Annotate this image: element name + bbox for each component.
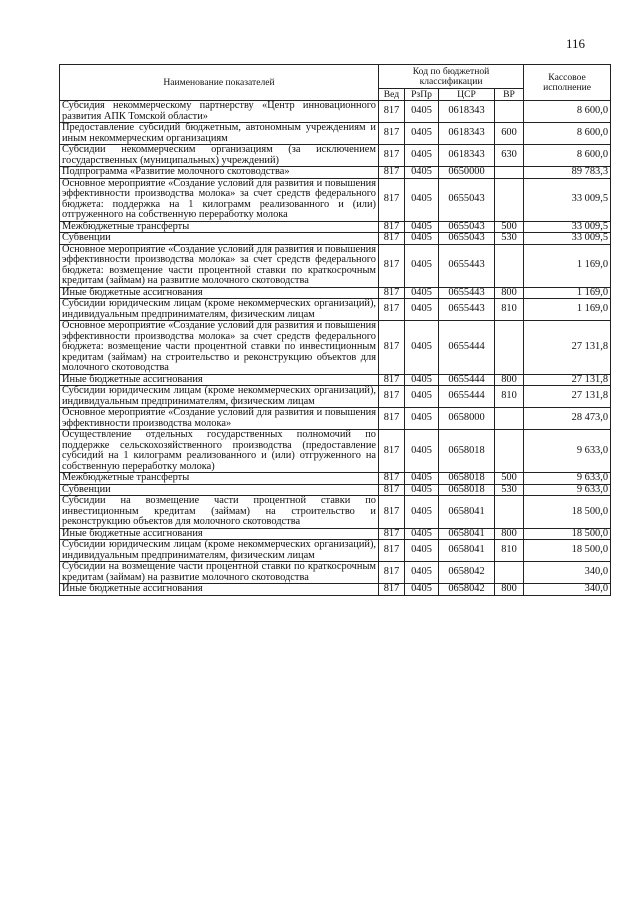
page-number: 116 <box>566 36 586 51</box>
row-vr: 800 <box>495 374 524 386</box>
row-vr: 630 <box>495 145 524 167</box>
table-row <box>60 299 611 321</box>
row-rzpr: 0405 <box>405 496 439 529</box>
row-vr <box>495 244 524 287</box>
row-name: Субвенции <box>60 484 379 496</box>
row-rzpr: 0405 <box>405 244 439 287</box>
row-name: Межбюджетные трансферты <box>60 221 379 233</box>
row-ved: 817 <box>379 386 405 408</box>
table-row <box>60 287 611 299</box>
row-rzpr: 0405 <box>405 321 439 375</box>
table-row <box>60 101 611 123</box>
table-row <box>60 123 611 145</box>
table-body <box>60 101 611 596</box>
table-row <box>60 484 611 496</box>
table-row <box>60 584 611 596</box>
row-name: Субсидии на возмещение части процентной ставки по краткосрочным кредитам (займам) на развитие молочного скотоводства <box>60 562 379 584</box>
table-row <box>60 221 611 233</box>
row-rzpr: 0405 <box>405 374 439 386</box>
row-amount: 8 600,0 <box>524 145 611 167</box>
row-vr: 500 <box>495 473 524 485</box>
row-csr: 0658041 <box>439 540 495 562</box>
table-row <box>60 473 611 485</box>
table-row <box>60 167 611 179</box>
row-name: Иные бюджетные ассигнования <box>60 287 379 299</box>
row-rzpr: 0405 <box>405 167 439 179</box>
row-rzpr: 0405 <box>405 584 439 596</box>
row-vr <box>495 496 524 529</box>
row-rzpr: 0405 <box>405 484 439 496</box>
row-vr: 800 <box>495 584 524 596</box>
row-vr <box>495 408 524 430</box>
row-amount: 27 131,8 <box>524 321 611 375</box>
row-name: Субсидии юридическим лицам (кроме некоммерческих организаций), индивидуальным предпринимателям, физическим лицам <box>60 386 379 408</box>
row-csr: 0655043 <box>439 178 495 221</box>
row-amount: 33 009,5 <box>524 233 611 245</box>
table-row <box>60 496 611 529</box>
row-csr: 0658041 <box>439 496 495 529</box>
row-ved: 817 <box>379 496 405 529</box>
row-name: Иные бюджетные ассигнования <box>60 584 379 596</box>
row-ved: 817 <box>379 562 405 584</box>
row-ved: 817 <box>379 233 405 245</box>
row-csr: 0655043 <box>439 221 495 233</box>
row-amount: 9 633,0 <box>524 484 611 496</box>
row-csr: 0658000 <box>439 408 495 430</box>
row-vr: 800 <box>495 287 524 299</box>
row-rzpr: 0405 <box>405 299 439 321</box>
header-vr: ВР <box>495 89 524 101</box>
row-name: Предоставление субсидий бюджетным, автономным учреждениям и иным некоммерческим организациям <box>60 123 379 145</box>
row-amount: 340,0 <box>524 562 611 584</box>
row-ved: 817 <box>379 287 405 299</box>
row-rzpr: 0405 <box>405 178 439 221</box>
row-csr: 0650000 <box>439 167 495 179</box>
table-row <box>60 540 611 562</box>
row-name: Межбюджетные трансферты <box>60 473 379 485</box>
row-name: Иные бюджетные ассигнования <box>60 374 379 386</box>
row-csr: 0658018 <box>439 484 495 496</box>
row-vr: 530 <box>495 233 524 245</box>
row-csr: 0655444 <box>439 321 495 375</box>
row-csr: 0655043 <box>439 233 495 245</box>
row-name: Осуществление отдельных государственных полномочий по поддержке сельскохозяйственного производства (предоставление субсидий на 1 килограмм реализованного и (или) отгруженного на собственную переработку молока) <box>60 430 379 473</box>
row-rzpr: 0405 <box>405 528 439 540</box>
table-row <box>60 178 611 221</box>
header-csr: ЦСР <box>439 89 495 101</box>
row-ved: 817 <box>379 167 405 179</box>
table-row <box>60 528 611 540</box>
row-ved: 817 <box>379 178 405 221</box>
row-amount: 33 009,5 <box>524 221 611 233</box>
table-row <box>60 374 611 386</box>
table-row <box>60 408 611 430</box>
row-ved: 817 <box>379 484 405 496</box>
row-vr: 810 <box>495 299 524 321</box>
row-amount: 1 169,0 <box>524 244 611 287</box>
row-amount: 33 009,5 <box>524 178 611 221</box>
row-vr: 800 <box>495 528 524 540</box>
row-ved: 817 <box>379 408 405 430</box>
table-row <box>60 244 611 287</box>
row-csr: 0655443 <box>439 244 495 287</box>
row-csr: 0658018 <box>439 473 495 485</box>
row-rzpr: 0405 <box>405 562 439 584</box>
row-ved: 817 <box>379 145 405 167</box>
row-ved: 817 <box>379 473 405 485</box>
row-vr <box>495 562 524 584</box>
row-amount: 8 600,0 <box>524 101 611 123</box>
row-csr: 0655444 <box>439 374 495 386</box>
row-ved: 817 <box>379 528 405 540</box>
row-name: Основное мероприятие «Создание условий для развития и повышения эффективности производства молока» за счет средств федерального бюджета: возмещение части процентной ставки по инвестиционным кредитам (займам) на строительство и реконструкцию объектов для молочного скотоводства <box>60 321 379 375</box>
header-budget-code: Код по бюджетной классификации <box>379 65 524 89</box>
row-csr: 0658018 <box>439 430 495 473</box>
row-csr: 0658042 <box>439 562 495 584</box>
row-ved: 817 <box>379 584 405 596</box>
row-rzpr: 0405 <box>405 473 439 485</box>
row-vr <box>495 101 524 123</box>
row-name: Субвенции <box>60 233 379 245</box>
table-row <box>60 430 611 473</box>
row-vr: 530 <box>495 484 524 496</box>
row-name: Субсидии на возмещение части процентной ставки по инвестиционным кредитам (займам) на строительство и реконструкцию объектов для молочного скотоводства <box>60 496 379 529</box>
row-csr: 0618343 <box>439 145 495 167</box>
row-amount: 9 633,0 <box>524 430 611 473</box>
row-csr: 0655443 <box>439 287 495 299</box>
budget-execution-table <box>59 64 611 596</box>
row-name: Основное мероприятие «Создание условий для развития и повышения эффективности производства молока» за счет средств федерального бюджета: возмещение части процентной ставки по краткосрочным кредитам (займам) на развитие молочного скотоводства <box>60 244 379 287</box>
row-rzpr: 0405 <box>405 233 439 245</box>
row-amount: 1 169,0 <box>524 287 611 299</box>
row-csr: 0655443 <box>439 299 495 321</box>
row-amount: 27 131,8 <box>524 374 611 386</box>
row-vr: 810 <box>495 540 524 562</box>
row-csr: 0655444 <box>439 386 495 408</box>
row-name: Субсидии некоммерческим организациям (за исключением государственных (муниципальных) учреждений) <box>60 145 379 167</box>
row-name: Субсидии юридическим лицам (кроме некоммерческих организаций), индивидуальным предпринимателям, физическим лицам <box>60 299 379 321</box>
row-rzpr: 0405 <box>405 408 439 430</box>
row-ved: 817 <box>379 374 405 386</box>
row-amount: 8 600,0 <box>524 123 611 145</box>
table-row <box>60 321 611 375</box>
row-vr <box>495 178 524 221</box>
row-ved: 817 <box>379 540 405 562</box>
row-name: Иные бюджетные ассигнования <box>60 528 379 540</box>
row-ved: 817 <box>379 430 405 473</box>
row-csr: 0618343 <box>439 123 495 145</box>
table-row <box>60 233 611 245</box>
row-amount: 18 500,0 <box>524 528 611 540</box>
row-amount: 28 473,0 <box>524 408 611 430</box>
row-ved: 817 <box>379 244 405 287</box>
row-ved: 817 <box>379 221 405 233</box>
row-vr <box>495 430 524 473</box>
row-amount: 18 500,0 <box>524 496 611 529</box>
row-rzpr: 0405 <box>405 101 439 123</box>
row-name: Субсидии юридическим лицам (кроме некоммерческих организаций), индивидуальным предпринимателям, физическим лицам <box>60 540 379 562</box>
row-csr: 0618343 <box>439 101 495 123</box>
table-row <box>60 145 611 167</box>
header-cash-execution: Кассовое исполнение <box>524 65 611 101</box>
row-rzpr: 0405 <box>405 430 439 473</box>
row-vr <box>495 321 524 375</box>
row-vr: 810 <box>495 386 524 408</box>
row-rzpr: 0405 <box>405 123 439 145</box>
row-name: Основное мероприятие «Создание условий для развития и повышения эффективности производства молока» <box>60 408 379 430</box>
row-ved: 817 <box>379 101 405 123</box>
row-vr <box>495 167 524 179</box>
row-amount: 18 500,0 <box>524 540 611 562</box>
row-amount: 89 783,3 <box>524 167 611 179</box>
header-indicator-name: Наименование показателей <box>60 65 379 101</box>
row-rzpr: 0405 <box>405 145 439 167</box>
row-rzpr: 0405 <box>405 540 439 562</box>
row-vr: 500 <box>495 221 524 233</box>
header-ved: Вед <box>379 89 405 101</box>
row-amount: 9 633,0 <box>524 473 611 485</box>
row-ved: 817 <box>379 123 405 145</box>
row-csr: 0658042 <box>439 584 495 596</box>
row-rzpr: 0405 <box>405 221 439 233</box>
row-name: Субсидия некоммерческому партнерству «Центр инновационного развития АПК Томской области» <box>60 101 379 123</box>
table-row <box>60 386 611 408</box>
header-rzpr: РзПр <box>405 89 439 101</box>
row-amount: 340,0 <box>524 584 611 596</box>
row-rzpr: 0405 <box>405 386 439 408</box>
row-ved: 817 <box>379 321 405 375</box>
row-ved: 817 <box>379 299 405 321</box>
row-amount: 1 169,0 <box>524 299 611 321</box>
row-amount: 27 131,8 <box>524 386 611 408</box>
table-row <box>60 562 611 584</box>
row-name: Основное мероприятие «Создание условий для развития и повышения эффективности производства молока» за счет средств федерального бюджета: поддержка на 1 килограмм реализованного и (или) отгруженного на собственную переработку молока <box>60 178 379 221</box>
row-name: Подпрограмма «Развитие молочного скотоводства» <box>60 167 379 179</box>
row-csr: 0658041 <box>439 528 495 540</box>
row-rzpr: 0405 <box>405 287 439 299</box>
row-vr: 600 <box>495 123 524 145</box>
